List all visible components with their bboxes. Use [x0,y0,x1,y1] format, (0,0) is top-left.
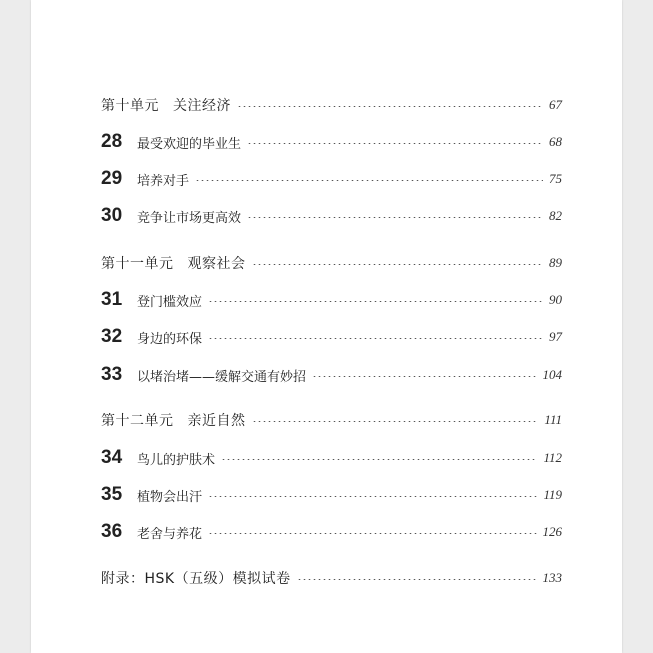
lesson-title: 鸟儿的护肤术 [137,452,216,468]
dot-leader [208,496,537,497]
lesson-31-entry[interactable] [101,289,562,311]
dot-leader [237,106,543,107]
dot-leader [208,301,543,302]
dot-leader [195,180,543,181]
lesson-title: 老舍与养花 [137,526,203,542]
page-number: 75 [549,171,562,186]
lesson-number: 28 [101,131,123,152]
lesson-title: 最受欢迎的毕业生 [137,136,242,152]
lesson-title: 登门槛效应 [137,294,203,310]
lesson-title: 培养对手 [137,173,190,189]
lesson-34-entry[interactable] [101,447,562,469]
page-number: 90 [549,292,562,307]
dot-leader [297,579,537,580]
lesson-35-entry[interactable] [101,484,562,506]
dot-leader [221,459,537,460]
page-number: 82 [549,208,562,223]
dot-leader [252,421,539,422]
unit-name: 亲近自然 [187,413,246,429]
lesson-number: 36 [101,521,123,542]
dot-leader [208,533,536,534]
page-number: 67 [549,97,562,112]
appendix-title: 附录：HSK（五级）模拟试卷 [101,571,291,587]
page-number: 133 [542,570,562,585]
lesson-30-entry[interactable] [101,205,562,227]
unit-label: 第十单元 [101,98,159,114]
unit-label: 第十二单元 [101,413,174,429]
lesson-28-entry[interactable] [101,131,562,153]
table-of-contents [31,0,622,653]
lesson-number: 35 [101,484,123,505]
unit-name: 观察社会 [187,256,246,272]
dot-leader [247,143,543,144]
unit-name: 关注经济 [173,98,231,114]
lesson-number: 34 [101,447,123,468]
dot-leader [208,338,543,339]
page-number: 126 [542,524,562,539]
page-number: 112 [543,450,562,465]
lesson-number: 29 [101,168,123,189]
page-number: 68 [549,134,562,149]
appendix-entry[interactable] [101,567,562,589]
lesson-number: 33 [101,364,123,385]
page-number: 111 [544,412,562,427]
unit-11-entry[interactable] [101,252,562,274]
page-number: 89 [549,255,562,270]
page-number: 119 [543,487,562,502]
lesson-29-entry[interactable] [101,168,562,190]
page-number: 97 [549,329,562,344]
document-page [31,0,622,653]
lesson-36-entry[interactable] [101,521,562,543]
lesson-title: 以堵治堵——缓解交通有妙招 [137,369,307,385]
lesson-32-entry[interactable] [101,326,562,348]
lesson-33-entry[interactable] [101,364,562,386]
dot-leader [252,264,544,265]
dot-leader [247,217,543,218]
lesson-title: 身边的环保 [137,331,203,347]
dot-leader [312,376,536,377]
unit-12-entry[interactable] [101,409,562,431]
lesson-number: 32 [101,326,123,347]
lesson-number: 31 [101,289,123,310]
unit-label: 第十一单元 [101,256,174,272]
lesson-number: 30 [101,205,123,226]
page-number: 104 [542,367,562,382]
lesson-title: 竞争让市场更高效 [137,210,242,226]
lesson-title: 植物会出汗 [137,489,203,505]
unit-10-entry[interactable] [101,94,562,116]
